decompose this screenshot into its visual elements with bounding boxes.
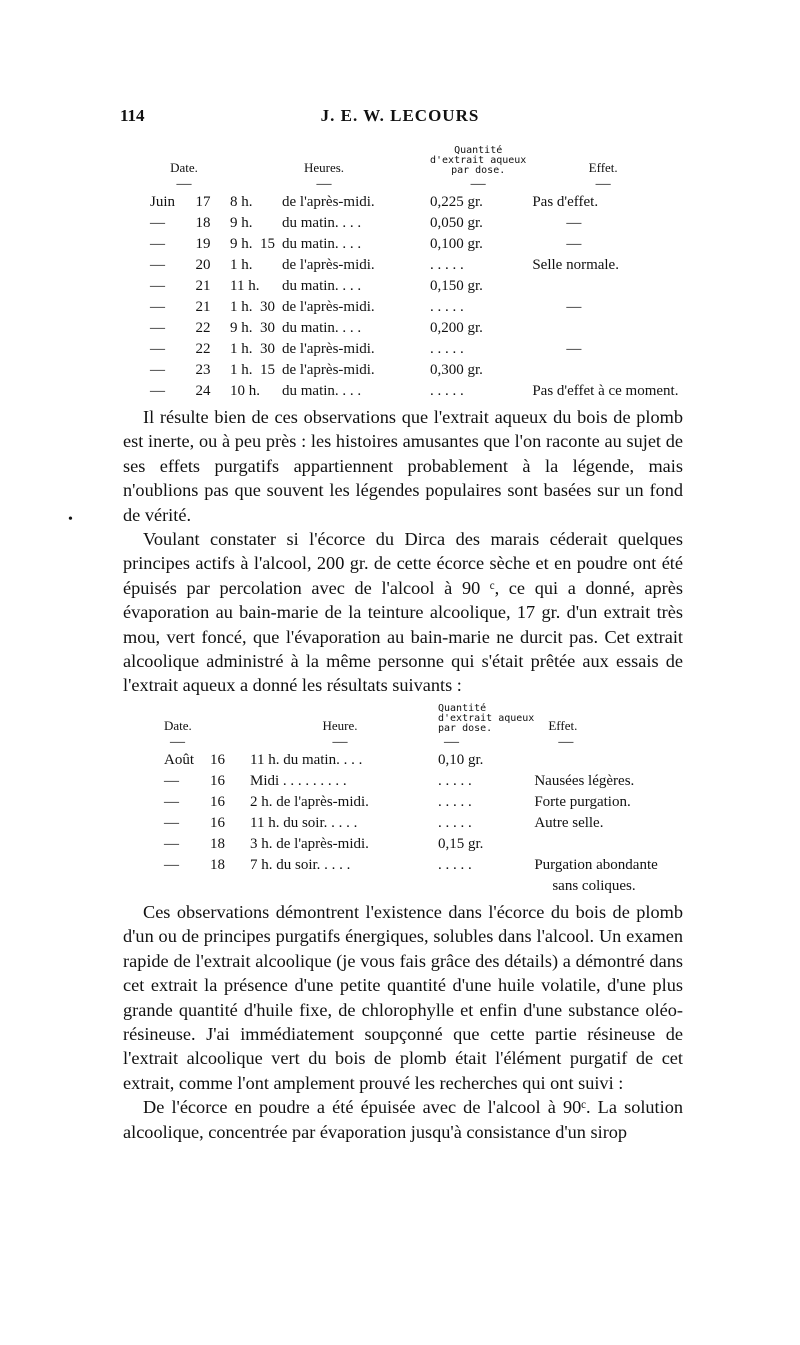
cell-day [210,874,250,895]
cell-effect: Selle normale. [532,257,619,273]
table-row [164,769,680,790]
cell-minute [260,253,282,274]
cell-quantity: . . . . . [438,794,472,810]
cell-minute [260,211,282,232]
header-quantity: Quantité d'extrait aqueux par dose. [438,703,535,734]
table-header-row [150,146,680,176]
cell-period: du matin. . . . [282,278,362,294]
table-row [164,853,680,874]
table-row [150,337,680,358]
cell-hour: 9 h. [230,320,253,336]
table-row [150,379,680,400]
cell-month: — [150,215,165,231]
cell-quantity: . . . . . [430,257,464,273]
cell-day: 20 [195,257,211,273]
cell-time: 2 h. de l'après-midi. [250,794,369,810]
cell-quantity: . . . . . [430,341,464,357]
cell-quantity: 0,10 gr. [438,752,484,768]
rule-dash: — [176,176,192,192]
cell-minute: 15 [260,236,275,252]
cell-hour: 11 h. [230,278,260,294]
cell-month [164,874,210,895]
cell-month: — [150,383,165,399]
table-row [150,295,680,316]
cell-day: 16 [210,815,225,831]
cell-effect: Nausées légères. [534,773,635,789]
header-effect: Effet. [548,718,578,733]
cell-quantity: . . . . . [438,857,472,873]
cell-month: — [150,236,165,252]
cell-effect: — [566,236,582,252]
cell-month: — [164,773,179,789]
rule-dash: — [470,176,486,192]
header-hour: Heure. [322,718,358,733]
cell-day: 18 [210,857,225,873]
cell-effect: — [566,341,582,357]
cell-month: — [150,362,165,378]
rule-dash: — [170,734,185,750]
header-rule-row [150,176,680,190]
cell-period: de l'après-midi. [282,362,375,378]
cell-effect: — [566,215,582,231]
cell-quantity: . . . . . [438,773,472,789]
cell-hour: 1 h. [230,299,253,315]
cell-day: 16 [210,752,225,768]
cell-effect: sans coliques. [552,878,636,894]
cell-hour: 1 h. [230,257,253,273]
cell-period: du matin. . . . [282,383,362,399]
header-rule-row [164,734,680,748]
rule-dash: — [332,734,348,750]
cell-minute [260,274,282,295]
cell-effect: Pas d'effet. [532,194,599,210]
cell-effect: Purgation abondante [534,857,658,873]
cell-effect [526,316,680,337]
cell-minute: 30 [260,341,275,357]
table-row [150,190,680,211]
cell-month: — [150,299,165,315]
cell-quantity: 0,150 gr. [430,278,483,294]
cell-month: — [164,794,179,810]
cell-time: 3 h. de l'après-midi. [250,836,369,852]
cell-time: 11 h. du matin. . . . [250,752,363,768]
page-number: 114 [120,106,145,125]
cell-minute: 30 [260,320,275,336]
cell-month: — [150,320,165,336]
cell-quantity [430,874,534,895]
cell-day: 23 [195,362,211,378]
cell-month: — [150,257,165,273]
cell-day: 21 [195,299,211,315]
cell-quantity: 0,225 gr. [430,194,483,210]
table-row [150,253,680,274]
cell-period: de l'après-midi. [282,299,375,315]
paragraph-text: De l'écorce en poudre a été épuisée avec de l'alcool à 90ᶜ. La solution alcoolique, concentrée par évaporation jusqu'à consistance d'un sirop [123,1097,683,1142]
cell-effect [534,748,680,769]
header-quantity: Quantité d'extrait aqueux par dose. [430,145,527,176]
table-row [164,790,680,811]
table-row [150,316,680,337]
header-date: Date. [164,718,192,733]
cell-period: du matin. . . . [282,320,362,336]
table-row [164,832,680,853]
cell-hour: 8 h. [230,194,253,210]
cell-quantity: 0,200 gr. [430,320,483,336]
cell-quantity: 0,100 gr. [430,236,483,252]
cell-month: — [164,815,179,831]
paragraph-text: Ces observations démontrent l'existence dans l'écorce du bois de plomb d'un ou de principes purgatifs énergiques, solubles dans l'alcool. Un examen rapide de l'extrait alcoolique (je vous fais grâce des détails) a démontré dans cet extrait la présence d'une petite quantité d'une huile volatile, d'une plus grande quantité d'huile fixe, de chlorophylle et enfin d'une substance oléo-résineuse. J'ai immédiatement soupçonné que cette partie résineuse de l'extrait alcoolique vert du bois de plomb était l'élément purgatif de cet extrait, comme l'ont amplement prouvé les recherches qui ont suivi : [123,902,683,1093]
observation-table-aqueous [150,146,680,400]
paragraph-text: Il résulte bien de ces observations que l'extrait aqueux du bois de plomb est inerte, ou à peu près : les histoires amusantes que l'on raconte au sujet de ses effets purgatifs appartiennent probablement à la légende, mais n'oublions pas que souvent les légendes populaires sont basées sur un fond de vérité. [123,407,683,525]
cell-month: Août [164,752,194,768]
cell-quantity: . . . . . [430,299,464,315]
cell-period: de l'après-midi. [282,257,375,273]
cell-month: — [164,857,179,873]
cell-time: 11 h. du soir. . . . . [250,815,358,831]
table-row [150,232,680,253]
cell-month: — [150,278,165,294]
rule-dash: — [558,734,574,750]
cell-month: Juin [150,194,176,210]
header-hours: Heures. [303,160,345,175]
cell-day: 22 [195,320,211,336]
paragraph-text: Voulant constater si l'écorce du Dirca des marais céderait quelques principes actifs à l'alcool, 200 gr. de cette écorce sèche et en poudre ont été épuisés par percolation avec de l'alcool à 90 ᶜ, ce qui a donné, après évaporation au bain-marie de la teinture alcoolique, 17 gr. d'un extrait très mou, vert foncé, que l'évaporation au bain-marie ne durcit pas. Cet extrait alcoolique administré à la même personne qui s'était prêtée aux essais de l'extrait aqueux a donné les résultats suivants : [123,529,683,696]
table-row [150,211,680,232]
rule-dash: — [316,176,332,192]
running-title: J. E. W. LECOURS [320,106,480,125]
cell-day: 24 [195,383,211,399]
cell-effect: — [566,299,582,315]
header-date: Date. [170,160,198,175]
rule-dash: — [595,176,611,192]
table-row [150,274,680,295]
cell-hour: 10 h. [230,383,260,399]
cell-effect: Pas d'effet à ce moment. [532,383,679,399]
cell-time [250,874,430,895]
cell-day: 21 [195,278,211,294]
cell-hour: 1 h. [230,341,253,357]
cell-period: du matin. . . . [282,215,362,231]
table-header-row [164,704,680,734]
cell-effect: Forte purgation. [534,794,631,810]
cell-time: Midi . . . . . . . . . [250,773,347,789]
cell-day: 18 [195,215,211,231]
cell-quantity: 0,300 gr. [430,362,483,378]
cell-day: 16 [210,794,225,810]
cell-minute [260,379,282,400]
cell-quantity: . . . . . [438,815,472,831]
cell-minute: 15 [260,362,275,378]
paragraph-2 [123,900,683,1144]
observation-table-alcoholic [164,704,680,895]
cell-quantity: 0,15 gr. [438,836,484,852]
cell-month: — [164,836,179,852]
cell-day: 17 [195,194,211,210]
cell-effect: Autre selle. [534,815,604,831]
cell-month: — [150,341,165,357]
cell-day: 16 [210,773,225,789]
rule-dash: — [444,734,459,750]
cell-day: 18 [210,836,225,852]
cell-day: 19 [195,236,211,252]
cell-quantity: . . . . . [430,383,464,399]
cell-hour: 1 h. [230,362,253,378]
cell-period: de l'après-midi. [282,194,375,210]
cell-time: 7 h. du soir. . . . . [250,857,351,873]
header-effect: Effet. [588,160,618,175]
cell-minute [260,190,282,211]
cell-hour: 9 h. [230,236,253,252]
page-header [120,106,680,136]
cell-effect [534,832,680,853]
paragraph-1 [123,405,683,698]
table-row [150,358,680,379]
cell-day: 22 [195,341,211,357]
cell-quantity: 0,050 gr. [430,215,483,231]
cell-minute: 30 [260,299,275,315]
cell-period: de l'après-midi. [282,341,375,357]
table-row [164,874,680,895]
margin-mark: • [68,512,73,527]
cell-effect [526,274,680,295]
cell-hour: 9 h. [230,215,253,231]
cell-effect [526,358,680,379]
table-row [164,811,680,832]
table-row [164,748,680,769]
cell-period: du matin. . . . [282,236,362,252]
